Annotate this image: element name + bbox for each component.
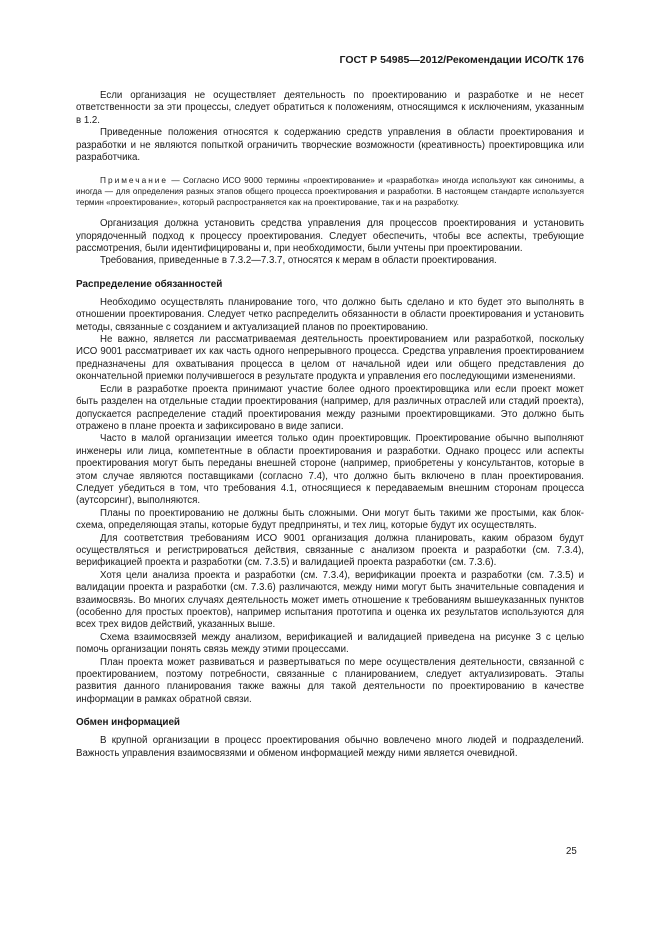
section2-paragraph: В крупной организации в процесс проектирования обычно вовлечено много людей и подразделений. Важность управления взаимосвязями и обменом информацией между ними является очевидной. (76, 735, 584, 759)
section1-paragraph: Часто в малой организации имеется только один проектировщик. Проектирование обычно выполняют инженеры или лица, компетентные в области проектирования и разработки. Однако процесс или аспекты проектирования могут быть переданы внешней стороне (например, приобретены у консультантов, которые в этом случае являются поставщиками (согласно 7.4), что должно быть включено в план проектирования. Следует убедиться в том, что требования 4.1, относящиеся к передаваемым внешним сторонам процесса (аутсорсинг), выполняются. (76, 433, 584, 507)
controls-paragraph-2: Требования, приведенные в 7.3.2—7.3.7, относятся к мерам в области проектирования. (100, 255, 497, 267)
controls-paragraph-1: Организация должна установить средства управления для процессов проектирования и установить упорядоченный подход к процессу проектирования. Следует обеспечить, чтобы все аспекты, требующие рассмотрения, были идентифицированы и, при необходимости, были учтены при проектировании. (76, 218, 584, 255)
document-header: ГОСТ Р 54985—2012/Рекомендации ИСО/ТК 176 (339, 54, 584, 66)
section1-paragraph: Если в разработке проекта принимают участие более одного проектировщика или если проект может быть разделен на отдельные стадии проектирования (например, для различных отраслей или стадий проекта), допускается распределение стадий проектирования между разными проектировщиками. Это должно быть отражено в плане проекта и зафиксировано в виде записи. (76, 383, 584, 432)
document-page (76, 54, 584, 760)
intro-paragraph-1: Если организация не осуществляет деятельность по проектированию и разработке и не несет ответственности за эти процессы, следует обратиться к положениям, относящимся к исключениям, указанным в 1.2. (76, 90, 584, 126)
section1-paragraph: Схема взаимосвязей между анализом, верификацией и валидацией приведена на рисунке 3 с целью помочь организации понять связь между этими процессами. (76, 631, 584, 656)
section1-paragraph: Хотя цели анализа проекта и разработки (см. 7.3.4), верификации проекта и разработки (см. 7.3.5) и валидации проекта и разработки (см. 7.3.6) различаются, между ними могут быть значительные совпадения и взаимосвязь. Во многих случаях деятельность может иметь отношение к требованиям вышеуказанных пунктов (особенно для простых проектов), например испытания прототипа и оценка их результатов используются для всех трех видов действий, указанных выше. (76, 569, 584, 631)
section-heading-communication: Обмен информацией (76, 717, 181, 729)
section1-paragraph: Для соответствия требованиям ИСО 9001 организация должна планировать, каким образом будут осуществляться и регистрироваться действия, связанные с анализом проекта и разработки (см. 7.3.4), верификацией проекта и разработки (см. 7.3.5) и валидацией проекта разработки (см. 7.3.6). (76, 532, 584, 569)
page-number: 25 (566, 846, 577, 857)
section1-paragraph: Необходимо осуществлять планирование того, что должно быть сделано и кто будет это выполнять в отношении проектирования. Следует четко распределить обязанности в области проектирования и установить методы, связанные с созданием и актуализацией планов по проектированию. (76, 296, 584, 333)
note-label: Примечание (100, 175, 169, 186)
section1-paragraph: Не важно, является ли рассматриваемая деятельность проектированием или разработкой, поскольку ИСО 9001 рассматривает их как часть одного непрерывного процесса. Средства управления проектированием предназначены для охватывания процесса в целом от начальной идеи или общего представления до окончательной приемки получившегося в результате продукта и управления его последующими изменениями. (76, 334, 584, 383)
section-heading-responsibilities: Распределение обязанностей (76, 278, 223, 290)
section1-paragraph: Планы по проектированию не должны быть сложными. Они могут быть такими же простыми, как блок-схема, определяющая этапы, которые будут предприняты, и тех лиц, которые будут их осуществлять. (76, 507, 584, 532)
note-paragraph (76, 175, 584, 207)
note-text: — Согласно ИСО 9000 термины «проектирование» и «разработка» иногда используют как синонимы, а иногда — для определения разных этапов общего процесса проектирования и разработки. В настоящем стандарте используется термин «проектирование», который распространяется как на проектирование, так и на разработку. (76, 175, 584, 207)
section1-paragraph: План проекта может развиваться и развертываться по мере осуществления деятельности, связанной с проектированием, поэтому потребности, связанные с планированием, следует актуализировать. Этапы развития данного планирования также важны для такой деятельности по проектированию в качестве информации в рамках обратной связи. (76, 656, 584, 705)
intro-paragraph-2: Приведенные положения относятся к содержанию средств управления в области проектирования и разработки и не являются попыткой ограничить творческие возможности (креативность) проектировщика или разработчика. (76, 127, 584, 164)
